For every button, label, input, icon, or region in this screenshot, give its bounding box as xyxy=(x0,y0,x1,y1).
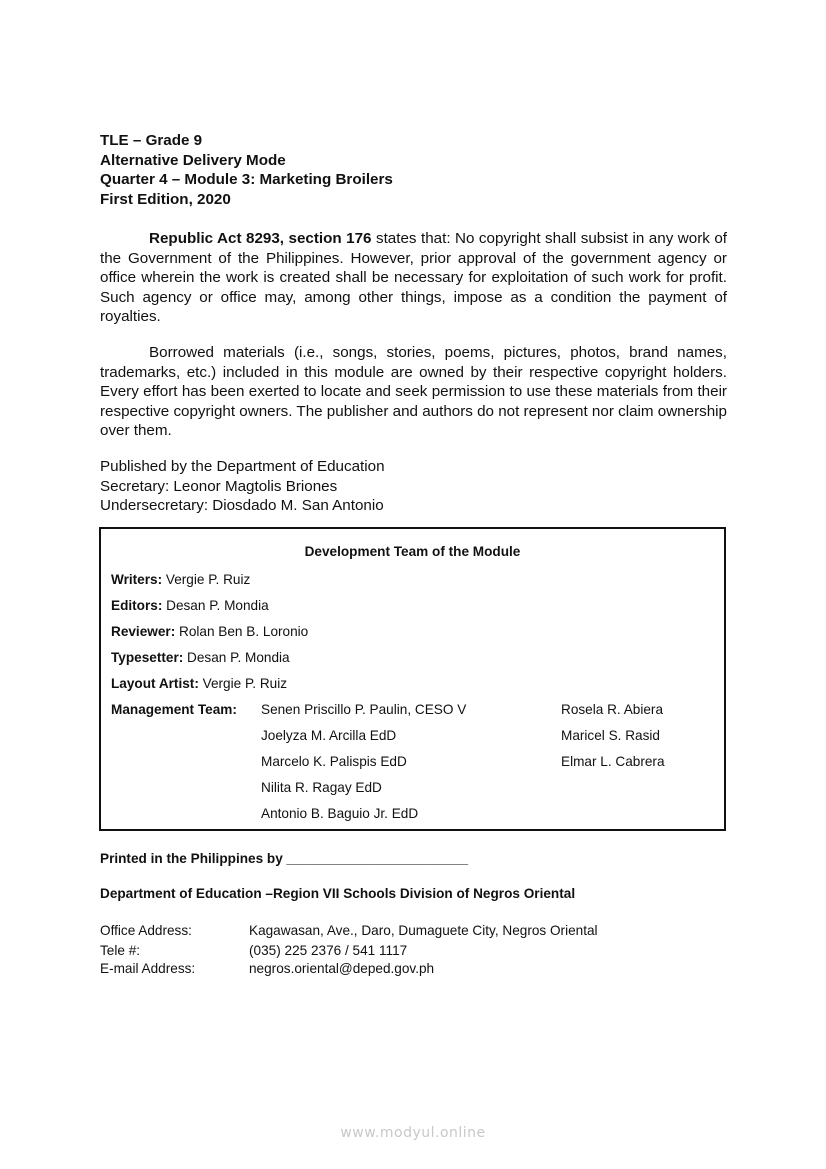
team-writers xyxy=(111,572,250,587)
team-layout-artist xyxy=(111,676,287,691)
division-name: Department of Education –Region VII Schools Division of Negros Oriental xyxy=(100,886,576,901)
header-delivery-mode: Alternative Delivery Mode xyxy=(100,151,286,169)
undersecretary: Undersecretary: Diosdado M. San Antonio xyxy=(100,497,384,514)
secretary: Secretary: Leonor Magtolis Briones xyxy=(100,477,338,495)
role-label: Typesetter: xyxy=(111,650,184,665)
role-label: Writers: xyxy=(111,572,163,587)
role-value: Desan P. Mondia xyxy=(162,598,269,613)
management-member: Maricel S. Rasid xyxy=(561,728,660,743)
management-member: Nilita R. Ragay EdD xyxy=(261,780,382,795)
role-value: Vergie P. Ruiz xyxy=(162,572,251,587)
role-value: Rolan Ben B. Loronio xyxy=(175,624,309,639)
management-member: Elmar L. Cabrera xyxy=(561,754,665,769)
management-member: Marcelo K. Palispis EdD xyxy=(261,754,407,769)
module-header xyxy=(100,131,393,209)
header-subject: TLE – Grade 9 xyxy=(100,132,203,149)
team-typesetter xyxy=(111,650,290,665)
management-team-label: Management Team: xyxy=(111,702,237,717)
header-module-title: Quarter 4 – Module 3: Marketing Broilers xyxy=(100,171,393,188)
management-member: Antonio B. Baguio Jr. EdD xyxy=(261,806,419,821)
development-team-box xyxy=(99,527,726,831)
contact-label: Tele #: xyxy=(100,943,141,958)
copyright-notice xyxy=(100,229,727,327)
role-value: Desan P. Mondia xyxy=(183,650,290,665)
printed-by: Printed in the Philippines by ________________________ xyxy=(100,851,469,866)
header-edition: First Edition, 2020 xyxy=(100,190,231,208)
watermark: www.modyul.online xyxy=(340,1125,486,1141)
contact-label: Office Address: xyxy=(100,923,192,938)
role-value: Vergie P. Ruiz xyxy=(198,676,288,691)
contact-value: (035) 225 2376 / 541 1117 xyxy=(249,943,408,958)
role-label: Reviewer: xyxy=(111,624,176,639)
role-label: Editors: xyxy=(111,598,163,613)
copyright-text: states that: No copyright shall subsist in any work of the Government of the Philippines. However, prior approval of the government agency or office wherein the work is created shall be necessary for exploitation of such work for profit. Such agency or office may, among other things, impose as a condition the payment of royalties. xyxy=(100,230,727,325)
team-title: Development Team of the Module xyxy=(304,544,521,559)
publisher-info xyxy=(100,457,385,516)
management-member: Senen Priscillo P. Paulin, CESO V xyxy=(261,702,467,717)
published-by: Published by the Department of Education xyxy=(100,458,385,475)
contact-value: negros.oriental@deped.gov.ph xyxy=(249,961,435,976)
law-reference: Republic Act 8293, section 176 xyxy=(149,230,372,247)
team-reviewer xyxy=(111,624,308,639)
management-member: Rosela R. Abiera xyxy=(561,702,664,717)
borrowed-materials-notice xyxy=(100,343,727,441)
role-label: Layout Artist: xyxy=(111,676,199,691)
contact-label: E-mail Address: xyxy=(100,961,196,976)
management-member: Joelyza M. Arcilla EdD xyxy=(261,728,397,743)
borrowed-text: Borrowed materials (i.e., songs, stories, poems, pictures, photos, brand names, trademarks, etc.) included in this module are owned by their respective copyright holders. Every effort has been exerted to locate and seek permission to use these materials from their respective copyright owners. The publisher and authors do not represent nor claim ownership over them. xyxy=(100,344,727,439)
team-editors xyxy=(111,598,269,613)
contact-value: Kagawasan, Ave., Daro, Dumaguete City, Negros Oriental xyxy=(249,923,598,938)
